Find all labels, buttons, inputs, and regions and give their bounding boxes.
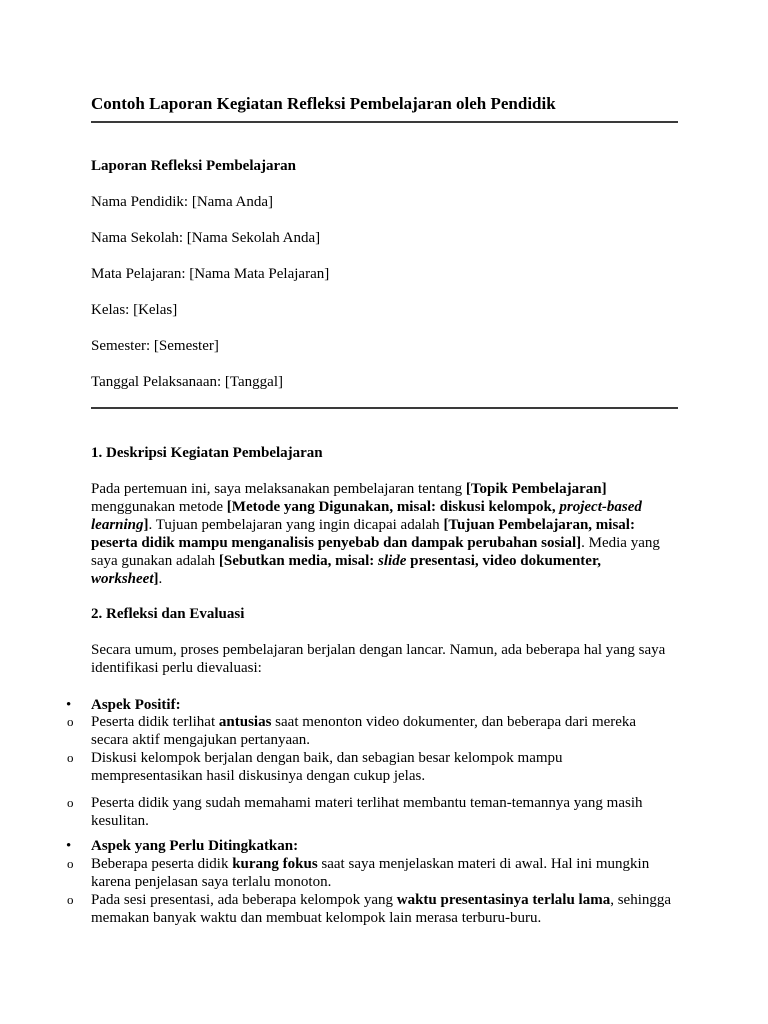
emphasis-kurang-fokus: kurang fokus: [232, 856, 318, 872]
circle-bullet-icon: o: [67, 892, 74, 907]
text-run-italic: worksheet: [91, 571, 154, 587]
text-run: ]: [143, 517, 149, 533]
improve-aspects-label: Aspek yang Perlu Ditingkatkan:: [91, 838, 299, 854]
text-run: Pada pertemuan ini, saya melaksanakan pembelajaran tentang: [91, 481, 466, 497]
section1-heading: 1. Deskripsi Kegiatan Pembelajaran: [91, 445, 323, 461]
section2-intro: Secara umum, proses pembelajaran berjalan dengan lancar. Namun, ada beberapa hal yang saya identifikasi perlu dievaluasi:: [91, 642, 666, 676]
text-run: .: [158, 571, 163, 587]
text-run: , sehingga memakan banyak waktu dan membuat kelompok lain merasa terburu-buru.: [91, 892, 672, 926]
section1-paragraph: [91, 480, 666, 588]
text-run: saat saya menjelaskan materi di awal. Hal ini mungkin karena penjelasan saya terlalu monoton.: [91, 856, 650, 890]
circle-bullet-icon: o: [67, 795, 74, 810]
field-tanggal: Tanggal Pelaksanaan: [Tanggal]: [91, 374, 283, 390]
section2-heading: 2. Refleksi dan Evaluasi: [91, 606, 245, 622]
positive-aspects-label: Aspek Positif:: [91, 697, 181, 713]
circle-bullet-icon: o: [67, 714, 74, 729]
text-run: Pada sesi presentasi, ada beberapa kelompok yang: [91, 892, 397, 908]
circle-bullet-icon: o: [67, 750, 74, 765]
field-semester: Semester: [Semester]: [91, 338, 219, 354]
circle-bullet-icon: o: [67, 856, 74, 871]
text-run: . Tujuan pembelajaran yang ingin dicapai adalah: [148, 517, 444, 533]
emphasis-antusias: antusias: [218, 714, 272, 730]
disc-bullet-icon: •: [66, 838, 72, 854]
positive-item-3: Peserta didik yang sudah memahami materi terlihat membantu teman-temannya yang masih kesulitan.: [91, 795, 643, 829]
text-run: ]: [153, 571, 159, 587]
emphasis-waktu-presentasi: waktu presentasinya terlalu lama: [396, 892, 611, 908]
placeholder-goal: [Tujuan Pembelajaran, misal: peserta didik mampu menganalisis penyebab dan dampak perubahan sosial]: [91, 517, 635, 551]
positive-item-2: Diskusi kelompok berjalan dengan baik, dan sebagian besar kelompok mampu mempresentasikan hasil diskusinya dengan cukup jelas.: [91, 750, 563, 784]
text-run: [Metode yang Digunakan, misal: diskusi kelompok,: [226, 499, 560, 515]
field-mata-pelajaran: Mata Pelajaran: [Nama Mata Pelajaran]: [91, 266, 330, 282]
text-run: saat menonton video dokumenter, dan beberapa dari mereka secara aktif mengajukan pertanyaan.: [91, 714, 637, 748]
section-divider: [91, 407, 678, 409]
report-heading: Laporan Refleksi Pembelajaran: [91, 158, 296, 174]
field-nama-sekolah: Nama Sekolah: [Nama Sekolah Anda]: [91, 230, 321, 246]
text-run: Peserta didik terlihat: [91, 714, 219, 730]
text-run: presentasi, video dokumenter,: [406, 553, 601, 569]
field-nama-pendidik: Nama Pendidik: [Nama Anda]: [91, 194, 274, 210]
improve-item-1: [91, 855, 671, 891]
disc-bullet-icon: •: [66, 697, 72, 713]
positive-item-1: [91, 713, 671, 749]
field-kelas: Kelas: [Kelas]: [91, 302, 178, 318]
document-title: Contoh Laporan Kegiatan Refleksi Pembelajaran oleh Pendidik: [91, 94, 556, 113]
text-run: [Sebutkan media, misal:: [218, 553, 379, 569]
text-run: . Media yang saya gunakan adalah: [91, 535, 660, 569]
text-run-italic: project-based learning: [91, 499, 642, 533]
text-run: menggunakan metode: [91, 499, 227, 515]
placeholder-topic: [Topik Pembelajaran]: [465, 481, 607, 497]
improve-item-2: [91, 891, 681, 927]
title-divider: [91, 121, 678, 123]
text-run: Beberapa peserta didik: [91, 856, 233, 872]
text-run-italic: slide: [378, 553, 407, 569]
